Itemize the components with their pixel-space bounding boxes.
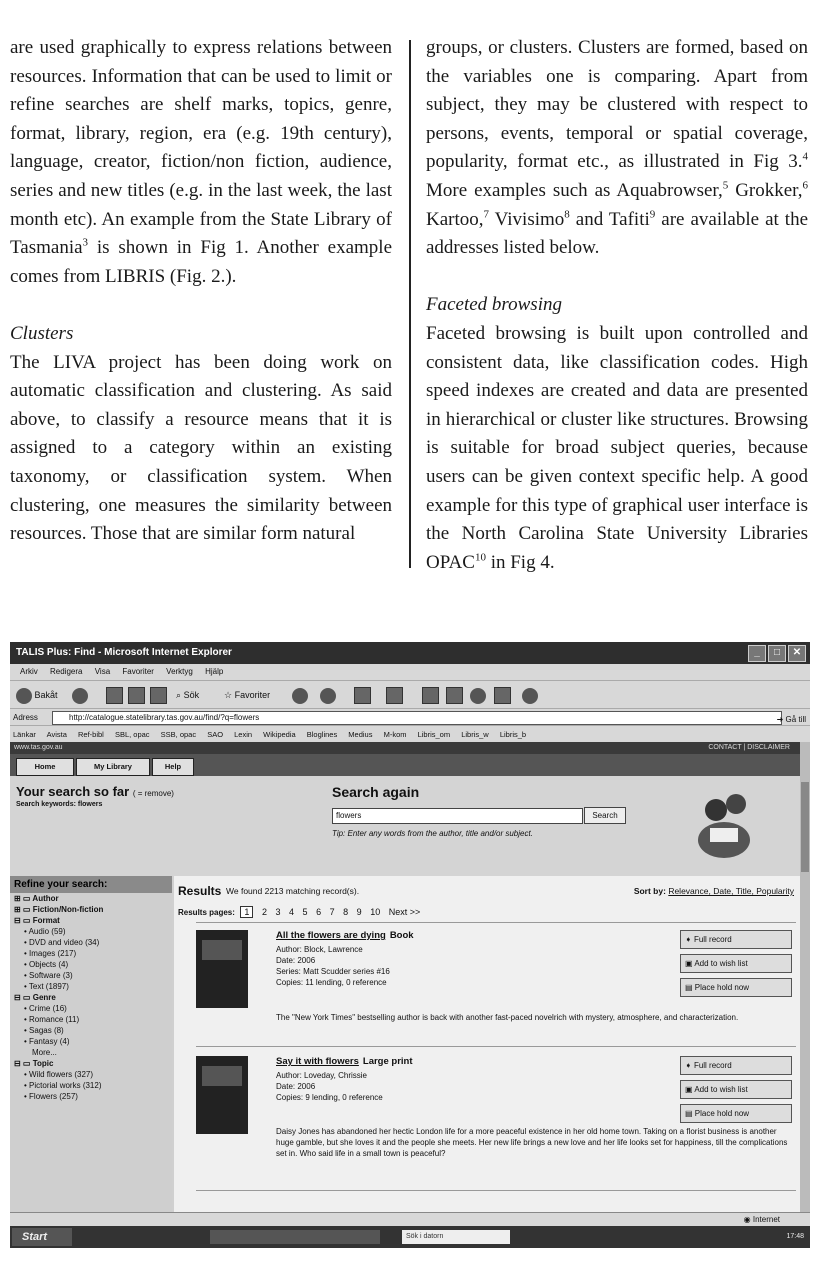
facet-item[interactable]: • Audio (59) <box>10 926 172 937</box>
taskbar-item[interactable] <box>294 1230 338 1244</box>
clock: 17:48 <box>786 1233 804 1240</box>
history-button[interactable] <box>292 686 308 704</box>
facet-item[interactable]: • Software (3) <box>10 970 172 981</box>
star-icon: ☆ <box>224 690 233 700</box>
place-hold-button[interactable]: ▤ Place hold now <box>680 1104 792 1123</box>
paragraph: groups, or clusters. Clusters are formed, based on the variables one is comparing. Apart from subject, they may be clustered with respect to persons, events, temporal or spatial coverage, popularity, format etc., as illustrated in Fig 3.$^4$ More examples such as Aquabrowser,$^5$ Grokker,$^6$ Kartoo,$^7$ Vivisimo$^8$ and Tafiti$^9$ are available at the addresses listed below. <box>426 37 809 259</box>
page-link[interactable]: 9 <box>356 907 362 917</box>
search-submit-button[interactable]: Search <box>584 807 626 824</box>
facet-item[interactable]: • Fantasy (4) <box>10 1036 172 1047</box>
link-item[interactable]: Lexin <box>234 730 253 739</box>
sort-by[interactable]: Sort by: Relevance, Date, Title, Popularity <box>633 886 794 896</box>
record-description: Daisy Jones has abandoned her hectic London life for a more peaceful existence in her old home town. Taking on a florist business is another huge gamble, but she loves it and the people she meets. Her new life brings a new love and her life looks set for happiness, till the complications set in. Who said life in a small town is peaceful? <box>276 1127 788 1158</box>
results-count: We found 2213 matching record(s). <box>226 886 360 896</box>
results-heading: Results <box>178 884 222 898</box>
facet-fiction[interactable]: ⊞ ▭ Fiction/Non-fiction <box>14 905 104 914</box>
add-to-wish-list-button[interactable]: ▣ Add to wish list <box>680 954 792 973</box>
book-cover-image[interactable] <box>196 1056 248 1134</box>
mail-button[interactable] <box>320 686 336 704</box>
page-link[interactable]: 5 <box>302 907 308 917</box>
record-meta: Author: Block, Lawrence Date: 2006 Series: Matt Scudder series #16 Copies: 11 lending, 0 reference <box>276 945 390 987</box>
messenger-button[interactable] <box>446 686 463 704</box>
research-button[interactable] <box>470 686 486 704</box>
facet-item[interactable]: • Crime (16) <box>10 1003 172 1014</box>
section-heading-faceted: Faceted browsing <box>426 294 562 316</box>
page-link[interactable]: 4 <box>289 907 295 917</box>
menu-item[interactable]: Arkiv <box>20 667 38 676</box>
mail-icon <box>320 688 336 704</box>
tab-my-library[interactable]: My Library <box>76 758 150 776</box>
scrollbar-thumb[interactable] <box>801 782 809 872</box>
messenger-icon <box>446 687 463 704</box>
status-bar <box>10 1212 810 1227</box>
paragraph: The LIVA project has been doing work on automatic classification and clustering. As said above, to classify a resource means that it is assigned to a category within an existing taxonomy, or classification system. When clustering, one measures the similarity between resources. Those that are similar form natural <box>10 351 392 545</box>
tab-help[interactable]: Help <box>152 758 194 776</box>
facet-item[interactable]: • Objects (4) <box>10 959 172 970</box>
result-separator <box>196 922 796 923</box>
site-domain: www.tas.gov.au <box>14 744 63 751</box>
tools-button[interactable] <box>494 686 511 704</box>
facet-item[interactable]: • Wild flowers (327) <box>10 1069 172 1080</box>
menu-item[interactable]: Verktyg <box>166 667 193 676</box>
facet-item[interactable]: • Romance (11) <box>10 1014 172 1025</box>
taskbar-item[interactable] <box>210 1230 254 1244</box>
search-icon: ⌕ <box>176 690 182 700</box>
search-tip: Tip: Enter any words from the author, title and/or subject. <box>332 829 533 838</box>
results-panel <box>174 876 800 1212</box>
site-topbar <box>10 742 800 754</box>
edit-icon <box>386 687 403 704</box>
link-item[interactable]: Libris_om <box>417 730 451 739</box>
full-record-button[interactable]: ➧ Full record <box>680 930 792 949</box>
menu-item[interactable]: Favoriter <box>122 667 154 676</box>
record-title[interactable]: All the flowers are dying Book <box>276 930 414 941</box>
paragraph: are used graphically to express relations between resources. Information that can be used to limit or refine searches are shelf marks, topics, genre, format, library, region, era (e.g. 19th century), language, creator, fiction/non fiction, audience, series and new titles (e.g. in the last week, the last month etc). An example from the State Library of Tasmania$^3$ is shown in Fig 1. Another example comes from LIBRIS (Fig. 2.). <box>10 37 392 287</box>
address-input[interactable]: http://catalogue.statelibrary.tas.gov.au/find/?q=flowers <box>52 711 782 725</box>
full-record-button[interactable]: ➧ Full record <box>680 1056 792 1075</box>
close-icon[interactable]: ✕ <box>788 645 806 662</box>
home-button[interactable] <box>150 686 167 704</box>
home-icon <box>150 687 167 704</box>
discuss-button[interactable] <box>422 686 439 704</box>
tools-icon <box>494 687 511 704</box>
facet-item[interactable]: • Text (1897) <box>10 981 172 992</box>
stop-button[interactable] <box>106 686 123 704</box>
article-column-right <box>426 34 808 577</box>
facet-topic[interactable]: ⊟ ▭ Topic <box>14 1059 54 1068</box>
facet-item[interactable]: • Images (217) <box>10 948 172 959</box>
maximize-icon[interactable]: □ <box>768 645 786 662</box>
discuss-icon <box>422 687 439 704</box>
link-item[interactable]: Libris_b <box>499 730 527 739</box>
vertical-scrollbar[interactable] <box>800 742 810 1212</box>
refresh-button[interactable] <box>128 686 145 704</box>
page-link[interactable]: 6 <box>316 907 322 917</box>
menu-item[interactable]: Hjälp <box>205 667 224 676</box>
facet-item[interactable]: • Sagas (8) <box>10 1025 172 1036</box>
search-keywords: Search keywords: flowers <box>16 801 103 808</box>
record-meta: Author: Loveday, Chrissie Date: 2006 Copies: 9 lending, 0 reference <box>276 1071 383 1102</box>
refine-sidebar <box>10 876 172 1212</box>
result-separator <box>196 1190 796 1191</box>
print-button[interactable] <box>354 686 371 704</box>
window-title: TALIS Plus: Find - Microsoft Internet Explorer <box>16 647 232 658</box>
links-label: Länkar <box>13 730 36 739</box>
taskbar-item[interactable] <box>336 1230 380 1244</box>
refresh-icon <box>128 687 145 704</box>
back-arrow-icon <box>16 688 32 704</box>
tab-home[interactable]: Home <box>16 758 74 776</box>
refine-heading: Refine your search: <box>10 876 172 893</box>
start-button[interactable]: Start <box>12 1228 72 1246</box>
forward-button[interactable] <box>72 686 88 704</box>
browser-toolbar <box>10 680 810 709</box>
contact-links[interactable]: CONTACT | DISCLAIMER <box>708 744 790 751</box>
page-link[interactable]: 2 <box>261 907 267 917</box>
page-link[interactable]: 3 <box>275 907 281 917</box>
links-bar <box>10 725 810 743</box>
book-cover-image[interactable] <box>196 930 248 1008</box>
current-page: 1 <box>240 906 253 918</box>
paragraph: Faceted browsing is built upon controlled and consistent data, like classification codes. High speed indexes are created and data are presented in hierarchical or cluster like structures. Browsing is suitable for broad subject queries, because users can be given context specific help. A good example for this type of graphical user interface is the North Carolina State University Libraries OPAC$^{10}$ in Fig 4. <box>426 322 808 573</box>
place-hold-button[interactable]: ▤ Place hold now <box>680 978 792 997</box>
search-input[interactable]: flowers <box>332 808 583 824</box>
minimize-icon[interactable]: _ <box>748 645 766 662</box>
address-label: Adress <box>13 713 38 722</box>
facet-more-link[interactable]: More... <box>32 1048 57 1057</box>
link-item[interactable]: Libris_w <box>461 730 489 739</box>
web-page <box>10 742 800 1212</box>
pagination: Results pages: 1 2 3 4 5 6 7 8 9 10 Next >> <box>178 907 421 917</box>
history-icon <box>292 688 308 704</box>
facet-item[interactable]: • Pictorial works (312) <box>10 1080 172 1091</box>
result-record <box>196 1056 796 1186</box>
facet-genre[interactable]: ⊟ ▭ Genre <box>14 993 56 1002</box>
link-item[interactable]: SAO <box>207 730 224 739</box>
menu-item[interactable]: Redigera <box>50 667 83 676</box>
extras-button[interactable] <box>522 686 538 704</box>
section-heading-clusters: Clusters <box>10 322 74 344</box>
go-button[interactable]: ➜ Gå till <box>776 715 806 724</box>
taskbar-search-input[interactable]: Sök i datorn <box>402 1230 510 1244</box>
search-so-far-heading: Your search so far ( = remove) <box>16 784 174 799</box>
browser-screenshot <box>10 642 810 1248</box>
edit-button[interactable] <box>386 686 403 704</box>
facet-format[interactable]: ⊟ ▭ Format <box>14 916 60 925</box>
link-item[interactable]: Ref-bibl <box>78 730 104 739</box>
search-again-heading: Search again <box>332 784 420 800</box>
forward-arrow-icon <box>72 688 88 704</box>
menu-item[interactable]: Visa <box>94 667 111 676</box>
address-bar <box>10 708 810 726</box>
zone-indicator: ◉ Internet <box>743 1215 780 1224</box>
back-button[interactable]: Bakåt <box>16 686 58 704</box>
next-page-link[interactable]: Next >> <box>388 907 421 917</box>
link-item[interactable]: Wikipedia <box>263 730 296 739</box>
result-record <box>196 930 796 1040</box>
search-header <box>10 776 800 876</box>
link-item[interactable]: Bloglines <box>306 730 338 739</box>
record-description: The "New York Times" bestselling author is back with another fast-paced novelrich with mystery, atmosphere, and characterization. <box>276 1013 739 1022</box>
print-icon <box>354 687 371 704</box>
column-divider <box>409 40 411 568</box>
facet-author[interactable]: ⊞ ▭ Author <box>14 894 59 903</box>
link-item[interactable]: Medius <box>348 730 373 739</box>
article-column-left <box>10 34 392 549</box>
link-item[interactable]: SBL, opac <box>114 730 150 739</box>
favorites-button[interactable]: ☆ Favoriter <box>224 690 271 700</box>
research-icon <box>470 688 486 704</box>
search-button[interactable]: ⌕ Sök <box>176 690 200 700</box>
readers-illustration <box>690 788 760 860</box>
result-separator <box>196 1046 796 1047</box>
link-item[interactable]: Avista <box>46 730 67 739</box>
facet-item[interactable]: • Flowers (257) <box>10 1091 172 1102</box>
extras-icon <box>522 688 538 704</box>
site-nav <box>10 754 800 776</box>
link-item[interactable]: M-kom <box>383 730 407 739</box>
window-titlebar <box>10 642 810 664</box>
menu-bar <box>10 664 810 680</box>
page-link[interactable]: 8 <box>343 907 349 917</box>
facet-item[interactable]: • DVD and video (34) <box>10 937 172 948</box>
link-item[interactable]: SSB, opac <box>160 730 197 739</box>
taskbar-item[interactable] <box>252 1230 296 1244</box>
record-title[interactable]: Say it with flowers Large print <box>276 1056 413 1067</box>
add-to-wish-list-button[interactable]: ▣ Add to wish list <box>680 1080 792 1099</box>
page-link[interactable]: 7 <box>329 907 335 917</box>
taskbar <box>10 1226 810 1248</box>
page-link[interactable]: 10 <box>370 907 381 917</box>
stop-icon <box>106 687 123 704</box>
